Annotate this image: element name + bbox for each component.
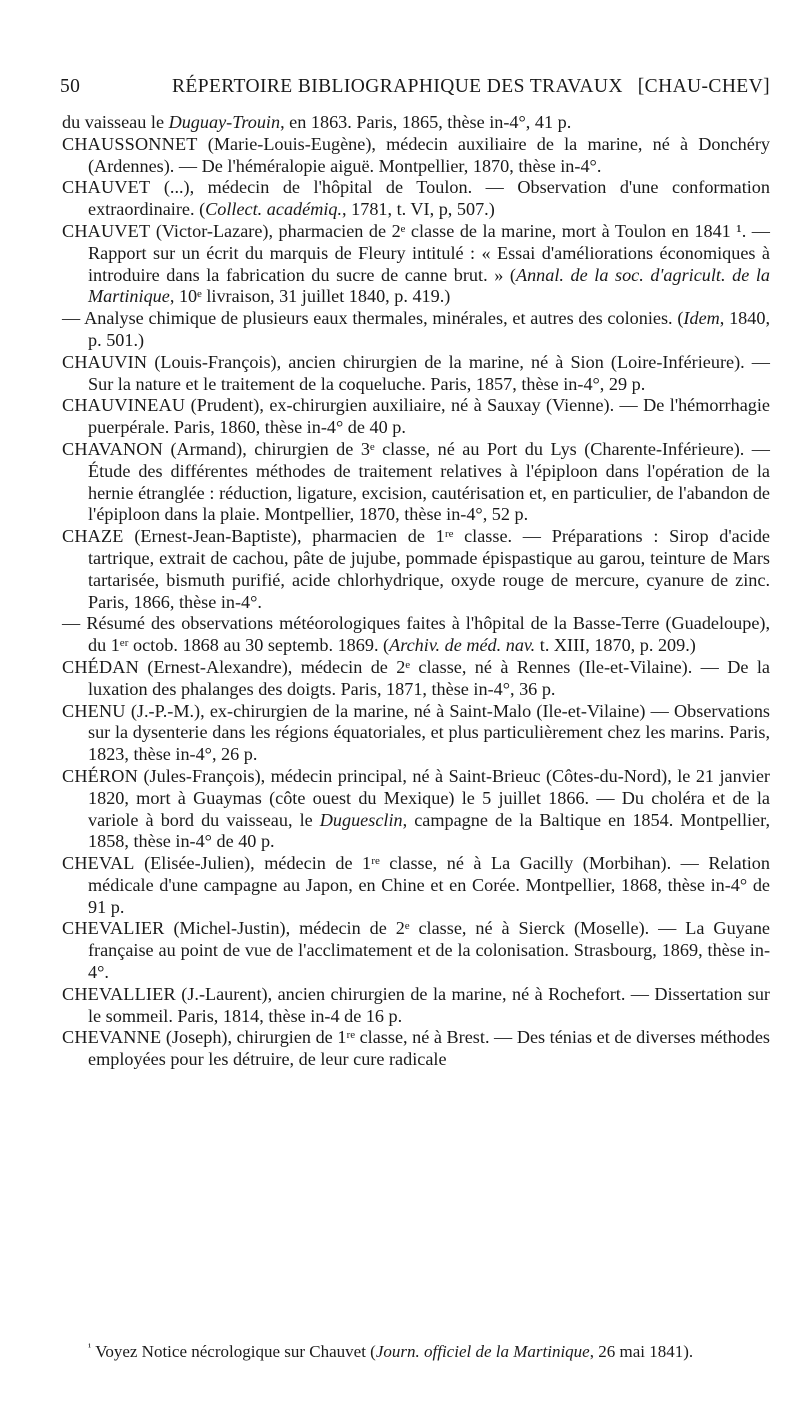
bibliography-entry [62,701,770,766]
entry-text: (J.-P.-M.), ex-chirurgien de la marine, né à Saint-Malo (Ile-et-Vilaine) — Observations sur la dysenterie dans les régions équatoriales, et plus particulièrement chez les marins. Paris, 1823, thèse in-4°, 26 p. [88,700,770,765]
bibliography-entry [62,395,770,439]
entry-author: CHEVAL [62,853,135,874]
entry-author: CHAUSSONNET [62,133,198,154]
entry-author: CHAUVET [62,220,151,241]
bibliography-entry [62,221,770,308]
entry-tail: , 1781, t. VI, p, 507.) [342,199,495,220]
entry-author: CHEVALIER [62,918,165,939]
entry-tail: , campagne de la Baltique en 1854. Montpellier, 1858, thèse in-4° de 40 p. [88,809,770,852]
entry-text: (Joseph), chirurgien de 1ʳᵉ classe, né à Brest. — Des ténias et de diverses méthodes employées pour les détruire, de leur cure radicale [88,1027,770,1070]
entry-tail: , 1840, p. 501.) [88,308,771,350]
entry-italic: Collect. académiq. [205,199,343,220]
footnote-marker: ¹ [88,1341,92,1354]
bibliography-entry [62,526,770,613]
page-number: 50 [60,76,81,97]
entry-text: (Elisée-Julien), médecin de 1ʳᵉ classe, né à La Gacilly (Morbihan). — Relation médicale d'une campagne au Japon, en Chine et en Corée. Montpellier, 1868, thèse in-4° de 91 p. [88,853,770,917]
section-range: [CHAU-CHEV] [637,76,770,97]
entry-text: (J.-Laurent), ancien chirurgien de la marine, né à Rochefort. — Dissertation sur le sommeil. Paris, 1814, thèse in-4 de 16 p. [88,983,770,1026]
bibliography-entry [62,439,770,526]
entry-italic: Annal. de la soc. d'agricult. de la Martinique [88,264,770,307]
entry-italic: Duguesclin [319,809,403,830]
entry-author: CHEVANNE [62,1027,162,1048]
bibliography-entry [62,984,770,1028]
entry-author: CHAVANON [62,438,163,459]
entry-author: CHAZE [62,526,124,547]
entry-author: — [62,613,81,634]
entry-author: CHAUVIN [62,351,148,372]
entry-text: (Marie-Louis-Eugène), médecin auxiliaire de la marine, né à Donchéry (Ardennes). — De l'héméralopie aiguë. Montpellier, 1870, thèse in-4°. [88,133,770,176]
footnote-text-before: Voyez Notice nécrologique sur Chauvet ( [91,1342,376,1361]
footnote [88,1342,770,1362]
entry-text: (Ernest-Jean-Baptiste), pharmacien de 1ʳᵉ classe. — Préparations : Sirop d'acide tartrique, extrait de cachou, pâte de jujube, pommade épispastique au garou, teinture de Mars tartarisée, bismuth purifié, acide chlorhydrique, oxyde rouge de mercure, cyanure de zinc. Paris, 1866, thèse in-4°. [88,526,770,612]
entry-text: (...), médecin de l'hôpital de Toulon. — Observation d'une conformation extraordinaire. ( [88,177,770,220]
bibliography-entry [62,766,770,853]
bibliography-entry [62,918,770,983]
entries-list [62,112,770,1071]
entry-text: (Victor-Lazare), pharmacien de 2ᵉ classe de la marine, mort à Toulon en 1841 ¹. — Rapport sur un écrit du marquis de Fleury intitulé : « Essai d'améliorations économiques à introduire dans la fabrication du sucre de canne brut. » ( [88,220,770,285]
entry-italic: Idem [683,308,720,329]
footnote-italic: Journ. officiel de la Martinique [375,1342,590,1361]
footnote-text-after: , 26 mai 1841). [589,1342,694,1361]
entry-author: CHÉRON [62,765,138,786]
entry-author: CHEVALLIER [62,983,176,1004]
bibliography-entry [62,112,770,134]
entry-tail: , 10ᵉ livraison, 31 juillet 1840, p. 419.) [169,286,451,307]
entry-text: (Louis-François), ancien chirurgien de la marine, né à Sion (Loire-Inférieure). — Sur la nature et le traitement de la coqueluche. Paris, 1857, thèse in-4°, 29 p. [88,351,770,394]
entry-text: du vaisseau le [62,112,169,132]
entry-author: CHAUVET [62,177,151,198]
bibliography-entry [62,853,770,918]
bibliography-entry [62,613,770,657]
bibliography-entry [62,352,770,396]
entry-text: (Armand), chirurgien de 3ᵉ classe, né au Port du Lys (Charente-Inférieure). — Étude des différentes méthodes de traitement relatives à l'épiploon dans l'opération de la hernie étranglée : réduction, ligature, excision, cautérisation et, en particulier, de l'abandon de l'épiploon dans la plaie. Montpellier, 1870, thèse in-4°, 52 p. [88,438,770,525]
entry-text: (Michel-Justin), médecin de 2ᵉ classe, né à Sierck (Moselle). — La Guyane française au point de vue de l'acclimatement et de la colonisation. Strasbourg, 1869, thèse in-4°. [88,918,770,983]
page-header [60,76,770,102]
bibliography-entry [62,308,770,352]
running-title: RÉPERTOIRE BIBLIOGRAPHIQUE DES TRAVAUX [172,76,623,97]
entry-italic: Archiv. de méd. nav. [389,635,536,656]
bibliography-entry [62,1027,770,1071]
entry-italic: Duguay-Trouin [168,112,281,132]
bibliography-entry [62,657,770,701]
entry-tail: t. XIII, 1870, p. 209.) [535,635,696,656]
entry-text: (Jules-François), médecin principal, né à Saint-Brieuc (Côtes-du-Nord), le 21 janvier 1820, mort à Guaymas (côte ouest du Mexique) le 5 juillet 1866. — Du choléra et de la variole à bord du vaisseau, le [88,765,770,830]
entry-author: CHAUVINEAU [62,395,186,416]
entry-text: (Prudent), ex-chirurgien auxiliaire, né à Sauxay (Vienne). — De l'hémorrhagie puerpérale. Paris, 1860, thèse in-4° de 40 p. [88,395,770,438]
bibliography-entry [62,177,770,221]
entry-tail: , en 1863. Paris, 1865, thèse in-4°, 41 p. [280,112,572,132]
entry-author: — [62,308,81,329]
entry-author: CHENU [62,700,126,721]
entry-author: CHÉDAN [62,656,139,677]
entry-text: Résumé des observations météorologiques faites à l'hôpital de la Basse-Terre (Guadeloupe), du 1ᵉʳ octob. 1868 au 30 septemb. 1869. ( [80,613,770,656]
entry-text: Analyse chimique de plusieurs eaux thermales, minérales, et autres des colonies. ( [80,308,684,329]
entry-text: (Ernest-Alexandre), médecin de 2ᵉ classe, né à Rennes (Ile-et-Vilaine). — De la luxation des phalanges des doigts. Paris, 1871, thèse in-4°, 36 p. [88,656,770,699]
bibliography-entry [62,134,770,178]
